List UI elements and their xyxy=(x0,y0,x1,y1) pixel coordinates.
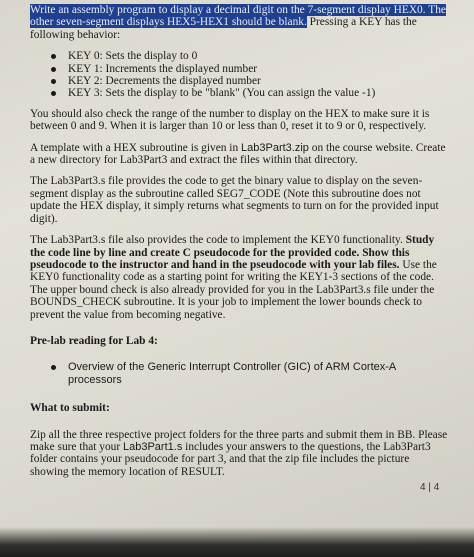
seg7-paragraph: The Lab3Part3.s file provides the code to get the binary value to display on the seven-segment display as the subroutine called SEG7_CODE (Note this subroutine does not update the HEX display, it simply returns what segments to turn on for the provided input digit). xyxy=(30,175,439,225)
prelab-heading: Pre-lab reading for Lab 4: xyxy=(30,334,158,347)
list-item: KEY 1: Increments the displayed number xyxy=(68,63,448,75)
selected-text[interactable]: Write an assembly program to display a decimal digit on the 7-segment display HEX0. The other seven-segment displays HEX5-HEX1 should be blank. xyxy=(30,4,446,29)
list-item: Overview of the Generic Interrupt Controller (GIC) of ARM Cortex-A processors xyxy=(68,361,448,386)
intro-paragraph: Write an assembly program to display a decimal digit on the 7-segment display HEX0. The other seven-segment displays HEX5-HEX1 should be blank. Pressing a KEY has the following behavior: xyxy=(30,4,446,41)
photo-shadow xyxy=(0,527,474,557)
key-list xyxy=(30,50,448,100)
list-item: KEY 3: Sets the display to be "blank" (You can assign the value -1) xyxy=(68,87,448,99)
document-page xyxy=(30,4,448,487)
prelab-list xyxy=(30,361,448,386)
key0-paragraph: The Lab3Part3.s file also provides the code to implement the KEY0 functionality. Study the code line by line and create C pseudocode for the provided code. Show this pseudocode to the instructor and hand in the pseudocode with your lab files. Use the KEY0 functionality code as a starting point for writing the KEY1-3 sections of the code. The upper bound check is also already provided for you in the Lab3Part3.s file under the BOUNDS_CHECK subroutine. It is your job to implement the lower bounds check to prevent the value from becoming negative. xyxy=(30,234,437,321)
range-paragraph: You should also check the range of the number to display on the HEX to make sure it is between 0 and 9. When it is larger than 10 or less than 0, reset it to 9 or 0, respectively. xyxy=(30,107,430,133)
file-name: Lab3Part1.s xyxy=(123,440,183,453)
page-number: 4 | 4 xyxy=(420,482,440,493)
template-paragraph: A template with a HEX subroutine is given in Lab3Part3.zip on the course website. Create a new directory for Lab3Part3 and extract the files within that directory. xyxy=(30,141,446,167)
file-name: Lab3Part3.zip xyxy=(241,141,309,154)
list-item: KEY 2: Decrements the displayed number xyxy=(68,75,448,87)
list-item: KEY 0: Sets the display to 0 xyxy=(68,50,448,62)
submit-paragraph: Zip all the three respective project folders for the three parts and submit them in BB. Please make sure that your Lab3Part1.s includes your answers to the questions, the Lab3Part3 folder contains your pseudocode for part 3, and that the zip file includes the picture showing the memory location of RESULT. xyxy=(30,428,448,478)
submit-heading: What to submit: xyxy=(30,402,110,415)
